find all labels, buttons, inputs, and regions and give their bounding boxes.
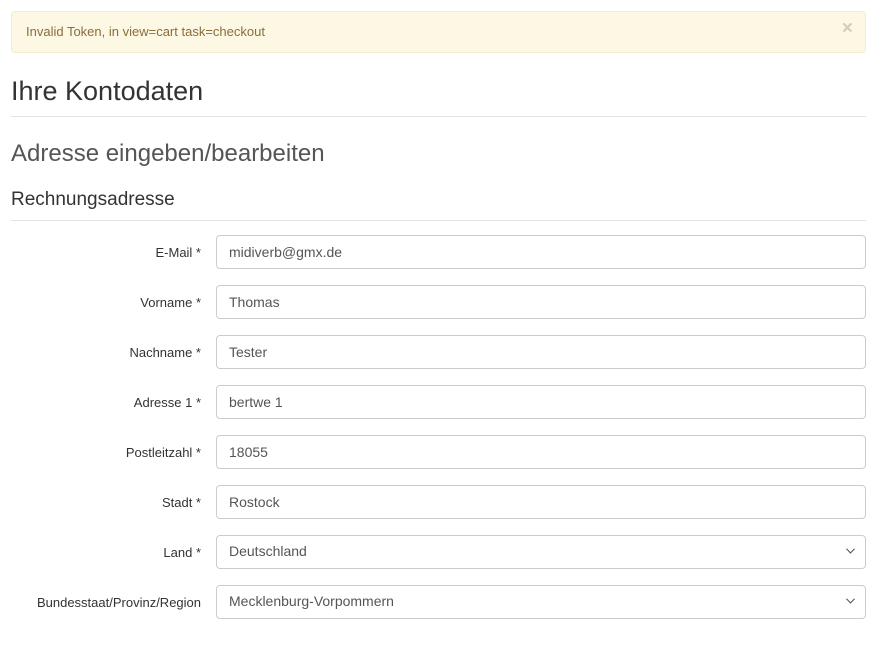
- form-row-postal-code: [11, 435, 866, 469]
- label-email: E-Mail *: [155, 244, 201, 260]
- label-first-name: Vorname *: [140, 294, 201, 310]
- form-row-address1: [11, 385, 866, 419]
- last-name-field[interactable]: [216, 335, 866, 369]
- checkout-address-page: [0, 11, 877, 645]
- label-address1: Adresse 1 *: [133, 394, 201, 410]
- alert-message: Invalid Token, in view=cart task=checkout: [26, 24, 265, 39]
- page-title: Ihre Kontodaten: [11, 75, 866, 117]
- state-select[interactable]: [216, 585, 866, 619]
- form-row-country: [11, 535, 866, 569]
- form-row-email: [11, 235, 866, 269]
- page-subtitle: Adresse eingeben/bearbeiten: [11, 140, 325, 167]
- label-country: Land *: [163, 544, 201, 560]
- form-row-first-name: [11, 285, 866, 319]
- email-field[interactable]: [216, 235, 866, 269]
- form-row-city: [11, 485, 866, 519]
- label-postal-code: Postleitzahl *: [125, 444, 201, 460]
- label-last-name: Nachname *: [129, 344, 201, 360]
- billing-address-form: [11, 225, 866, 619]
- first-name-field[interactable]: [216, 285, 866, 319]
- error-alert: [11, 11, 866, 53]
- postal-code-field[interactable]: [216, 435, 866, 469]
- address1-field[interactable]: [216, 385, 866, 419]
- close-icon[interactable]: ×: [841, 18, 853, 39]
- country-select[interactable]: [216, 535, 866, 569]
- form-row-state: [11, 585, 866, 619]
- label-state: Bundesstaat/Provinz/Region: [36, 594, 201, 610]
- section-title-billing-address: Rechnungsadresse: [11, 188, 866, 221]
- label-city: Stadt *: [161, 494, 201, 510]
- form-row-last-name: [11, 335, 866, 369]
- city-field[interactable]: [216, 485, 866, 519]
